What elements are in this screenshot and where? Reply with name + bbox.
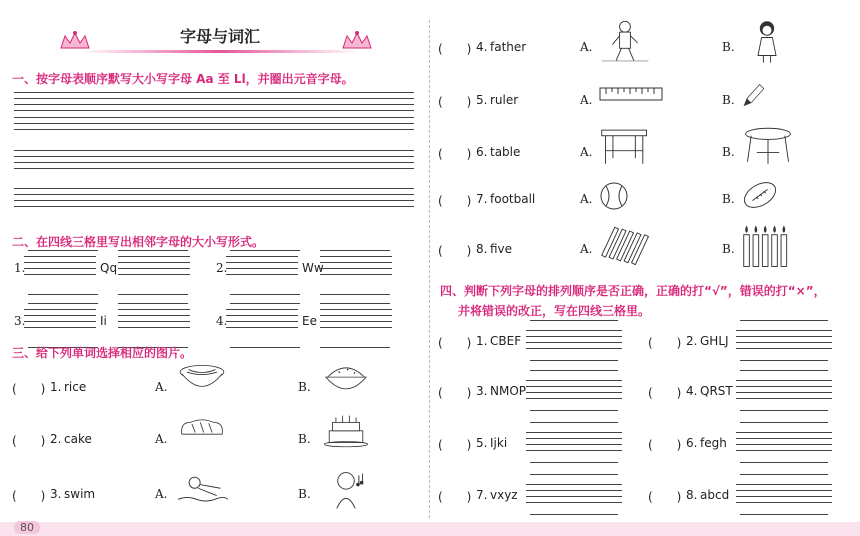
bottom-line	[740, 462, 828, 463]
grid-line	[526, 484, 622, 485]
grid-line	[526, 444, 622, 445]
option-a-label: A.	[155, 432, 168, 446]
grid-line	[14, 206, 414, 207]
grid-line	[118, 262, 190, 263]
top-line	[230, 303, 300, 304]
answer-bracket[interactable]: ( )	[438, 147, 472, 161]
five-pencils-icon[interactable]	[598, 218, 654, 272]
five-candles-icon[interactable]	[740, 218, 796, 272]
option-a-label: A.	[155, 487, 168, 501]
grid-line	[320, 262, 392, 263]
top-line	[530, 320, 618, 321]
woman-icon[interactable]	[740, 14, 794, 70]
section1-heading: 一、按字母表顺序默写大小写字母 Aa 至 Ll，并圈出元音字母。	[12, 72, 354, 86]
grid-line	[526, 392, 622, 393]
item-number: 6.	[476, 145, 488, 159]
grid-line	[14, 104, 414, 105]
rice-bowl-drawing	[316, 362, 376, 404]
rugby-ball-icon[interactable]	[740, 178, 780, 212]
bottom-line	[530, 410, 618, 411]
section2-heading: 二、在四线三格里写出相邻字母的大小写形式。	[12, 235, 265, 249]
given-letter: Ee	[302, 314, 317, 328]
man-walking-drawing	[598, 14, 652, 70]
item-word: five	[490, 242, 513, 256]
grid-line	[526, 496, 622, 497]
letter-sequence: QRST	[700, 384, 733, 398]
item-word: swim	[64, 487, 96, 501]
grid-line	[736, 496, 832, 497]
bottom-line	[118, 294, 188, 295]
five-candles-drawing	[740, 218, 796, 272]
grid-line	[226, 268, 298, 269]
grid-line	[320, 309, 392, 310]
top-line	[530, 474, 618, 475]
grid-line	[14, 194, 414, 195]
section3-heading: 三、给下列单词选择相应的图片。	[12, 346, 193, 360]
grid-line	[24, 327, 96, 328]
answer-bracket[interactable]: ( )	[438, 336, 472, 350]
man-walking-icon[interactable]	[598, 14, 652, 70]
grid-line	[320, 327, 392, 328]
section4-heading-line2: 并将错误的改正，写在四线三格里。	[458, 304, 651, 318]
item-number: 3.	[14, 314, 26, 328]
grid-line	[320, 274, 392, 275]
swimming-girl-icon[interactable]	[172, 468, 232, 514]
option-a-label: A.	[155, 380, 168, 394]
title-ornament-left	[58, 30, 92, 52]
item-number: 4.	[216, 314, 228, 328]
given-letter: Ii	[100, 314, 107, 328]
baseball-icon[interactable]	[598, 180, 630, 212]
grid-line	[526, 336, 622, 337]
bottom-line	[740, 514, 828, 515]
ruler-drawing	[598, 80, 664, 108]
pencil-icon[interactable]	[740, 80, 768, 110]
answer-bracket[interactable]: ( )	[438, 244, 472, 258]
top-line	[230, 250, 300, 251]
bottom-line	[28, 294, 98, 295]
option-a-label: A.	[580, 93, 593, 107]
top-line	[320, 303, 390, 304]
item-word: table	[490, 145, 521, 159]
top-line	[740, 474, 828, 475]
column-divider	[429, 20, 430, 518]
top-line	[118, 303, 188, 304]
baseball-drawing	[598, 180, 630, 212]
singing-boy-icon[interactable]	[316, 468, 376, 514]
letter-sequence: NMOP	[490, 384, 527, 398]
answer-bracket[interactable]: ( )	[438, 42, 472, 56]
top-line	[118, 250, 188, 251]
singing-boy-drawing	[316, 468, 376, 514]
five-pencils-drawing	[598, 218, 654, 272]
birthday-cake-icon[interactable]	[316, 414, 376, 456]
option-a-label: A.	[580, 40, 593, 54]
grid-line	[526, 450, 622, 451]
grid-line	[226, 262, 298, 263]
item-number: 7.	[476, 488, 488, 502]
grid-line	[14, 150, 414, 151]
grid-line	[320, 315, 392, 316]
item-number: 4.	[686, 384, 698, 398]
guide-line	[14, 129, 414, 130]
bottom-line	[320, 347, 390, 348]
given-letter: Qq	[100, 261, 118, 275]
grid-line	[320, 256, 392, 257]
grid-line	[118, 309, 190, 310]
item-number: 8.	[686, 488, 698, 502]
grid-line	[736, 398, 832, 399]
bread-drawing	[172, 414, 232, 456]
grid-line	[526, 502, 622, 503]
grid-line	[736, 330, 832, 331]
item-number: 1.	[50, 380, 62, 394]
round-table-drawing	[740, 120, 796, 172]
option-a-label: A.	[580, 145, 593, 159]
item-number: 2.	[216, 261, 228, 275]
grid-line	[14, 98, 414, 99]
grid-line	[118, 321, 190, 322]
item-number: 6.	[686, 436, 698, 450]
answer-bracket[interactable]: ( )	[12, 489, 46, 503]
bottom-line	[320, 294, 390, 295]
top-line	[28, 250, 98, 251]
option-b-label: B.	[722, 40, 735, 54]
grid-line	[526, 380, 622, 381]
grid-line	[118, 327, 190, 328]
option-b-label: B.	[722, 145, 735, 159]
letter-sequence: GHLJ	[700, 334, 729, 348]
option-a-label: A.	[580, 242, 593, 256]
item-number: 3.	[476, 384, 488, 398]
bread-icon[interactable]	[172, 414, 232, 456]
ruler-icon[interactable]	[598, 80, 664, 108]
grid-line	[226, 274, 298, 275]
rice-bowl-icon[interactable]	[316, 362, 376, 404]
grid-line	[24, 321, 96, 322]
grid-line	[24, 309, 96, 310]
grid-line	[736, 386, 832, 387]
woman-drawing	[740, 14, 794, 70]
option-b-label: B.	[722, 93, 735, 107]
item-number: 7.	[476, 192, 488, 206]
answer-bracket[interactable]: ( )	[12, 382, 46, 396]
grid-line	[320, 321, 392, 322]
grid-line	[320, 268, 392, 269]
bottom-line	[230, 294, 300, 295]
item-word: rice	[64, 380, 87, 394]
grid-line	[24, 262, 96, 263]
page-number: 80	[14, 521, 40, 534]
answer-bracket[interactable]: ( )	[648, 438, 682, 452]
grid-line	[526, 438, 622, 439]
option-b-label: B.	[298, 487, 311, 501]
grid-line	[736, 392, 832, 393]
grid-line	[526, 386, 622, 387]
grid-line	[526, 342, 622, 343]
top-line	[740, 422, 828, 423]
top-line	[740, 320, 828, 321]
grid-line	[14, 168, 414, 169]
grid-line	[14, 162, 414, 163]
answer-bracket[interactable]: ( )	[438, 490, 472, 504]
grid-line	[118, 315, 190, 316]
grid-line	[24, 268, 96, 269]
grid-line	[14, 92, 414, 93]
item-number: 1.	[476, 334, 488, 348]
letter-sequence: fegh	[700, 436, 727, 450]
rugby-ball-drawing	[740, 178, 780, 212]
grid-line	[24, 274, 96, 275]
grid-line	[736, 432, 832, 433]
letter-sequence: Ijki	[490, 436, 508, 450]
item-word: ruler	[490, 93, 519, 107]
top-line	[28, 303, 98, 304]
item-number: 8.	[476, 242, 488, 256]
bottom-line	[740, 410, 828, 411]
grid-line	[736, 336, 832, 337]
item-word: football	[490, 192, 536, 206]
grid-line	[736, 438, 832, 439]
bottom-line	[530, 514, 618, 515]
grid-line	[14, 156, 414, 157]
item-word: father	[490, 40, 527, 54]
item-number: 4.	[476, 40, 488, 54]
guide-line	[14, 123, 414, 124]
grid-line	[226, 315, 298, 316]
table-icon[interactable]	[598, 120, 654, 172]
title-underline	[80, 50, 360, 53]
top-line	[740, 370, 828, 371]
birthday-cake-drawing	[316, 414, 376, 456]
grid-line	[226, 321, 298, 322]
grid-line	[118, 274, 190, 275]
grid-line	[226, 309, 298, 310]
bottom-line	[740, 360, 828, 361]
table-drawing	[598, 120, 654, 172]
item-number: 2.	[50, 432, 62, 446]
crown-icon	[340, 30, 374, 52]
top-line	[320, 250, 390, 251]
answer-bracket[interactable]: ( )	[438, 438, 472, 452]
grid-line	[736, 342, 832, 343]
item-number: 1.	[14, 261, 26, 275]
grid-line	[226, 327, 298, 328]
bottom-line	[230, 347, 300, 348]
answer-bracket[interactable]: ( )	[12, 434, 46, 448]
grid-line	[736, 450, 832, 451]
bottom-line	[530, 462, 618, 463]
letter-sequence: vxyz	[490, 488, 518, 502]
item-number: 5.	[476, 93, 488, 107]
grid-line	[526, 330, 622, 331]
letter-sequence: CBEF	[490, 334, 522, 348]
grid-line	[24, 315, 96, 316]
noodles-bowl-drawing	[172, 362, 232, 404]
answer-bracket[interactable]: ( )	[648, 490, 682, 504]
page-title: 字母与词汇	[179, 27, 260, 46]
grid-line	[736, 444, 832, 445]
top-line	[530, 370, 618, 371]
given-letter: Ww	[302, 261, 324, 275]
grid-line	[226, 256, 298, 257]
item-number: 5.	[476, 436, 488, 450]
grid-line	[736, 490, 832, 491]
grid-line	[526, 490, 622, 491]
answer-bracket[interactable]: ( )	[438, 194, 472, 208]
grid-line	[526, 432, 622, 433]
grid-line	[14, 188, 414, 189]
round-table-icon[interactable]	[740, 120, 796, 172]
grid-line	[118, 268, 190, 269]
page-footer	[0, 522, 860, 536]
section4-heading-line1: 四、判断下列字母的排列顺序是否正确，正确的打“√”，错误的打“×”，	[440, 284, 826, 298]
grid-line	[736, 484, 832, 485]
grid-line	[24, 256, 96, 257]
answer-bracket[interactable]: ( )	[648, 336, 682, 350]
crown-icon	[58, 30, 92, 52]
grid-line	[736, 348, 832, 349]
letter-sequence: abcd	[700, 488, 730, 502]
guide-line	[14, 117, 414, 118]
answer-bracket[interactable]: ( )	[438, 386, 472, 400]
grid-line	[118, 256, 190, 257]
answer-bracket[interactable]: ( )	[648, 386, 682, 400]
title-ornament-right	[340, 30, 374, 52]
option-b-label: B.	[298, 380, 311, 394]
option-b-label: B.	[298, 432, 311, 446]
bottom-line	[530, 360, 618, 361]
noodles-bowl-icon[interactable]	[172, 362, 232, 404]
grid-line	[736, 380, 832, 381]
item-number: 3.	[50, 487, 62, 501]
top-line	[530, 422, 618, 423]
grid-line	[14, 110, 414, 111]
option-b-label: B.	[722, 192, 735, 206]
item-word: cake	[64, 432, 92, 446]
answer-bracket[interactable]: ( )	[438, 95, 472, 109]
option-b-label: B.	[722, 242, 735, 256]
grid-line	[14, 200, 414, 201]
option-a-label: A.	[580, 192, 593, 206]
swimming-girl-drawing	[172, 468, 232, 514]
pencil-drawing	[740, 80, 768, 110]
item-number: 2.	[686, 334, 698, 348]
grid-line	[526, 348, 622, 349]
grid-line	[526, 398, 622, 399]
grid-line	[736, 502, 832, 503]
